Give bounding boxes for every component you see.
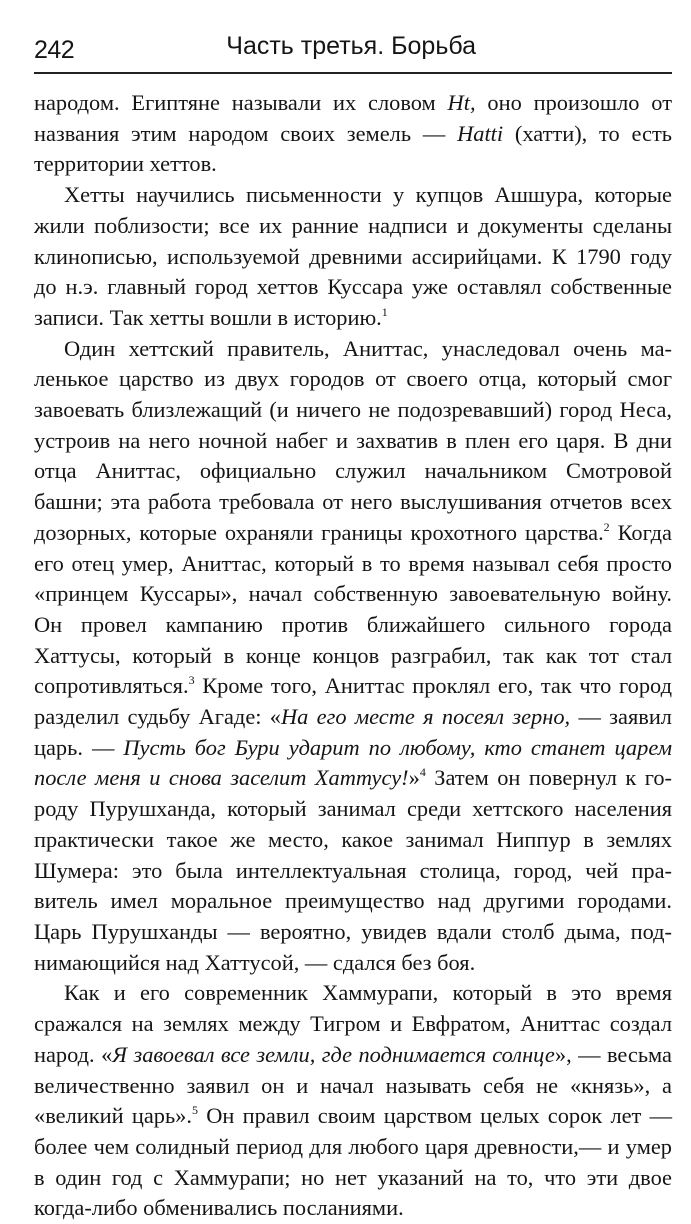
body-text xyxy=(34,88,672,1224)
footnote-ref[interactable]: 4 xyxy=(419,765,426,780)
footnote-ref[interactable]: 5 xyxy=(191,1103,198,1118)
text-span: народом. Египтяне называли их словом xyxy=(34,90,448,115)
text-span: Как и его современник Хаммурапи, который в это время сражался на землях между Тигром и Евфратом, Аниттас создал народ. « xyxy=(34,980,672,1067)
text-span: (хатти), то есть территории хеттов. xyxy=(34,120,672,177)
paragraph-1 xyxy=(34,88,672,180)
quote-italic: На его месте я посеял зерно, xyxy=(281,704,571,730)
text-span: Когда его отец умер, Аниттас, который в то время называл себя просто «принцем Куссары», начал собственную завоевательную войну. Он провел кампанию против ближайшего сильного города Хаттусы, который в конце концов разграбил, так как тот стал сопротивляться. xyxy=(34,519,672,699)
page-header xyxy=(34,28,672,72)
italic-term: Ht, xyxy=(447,90,476,115)
text-span: » xyxy=(408,765,420,791)
footnote-ref[interactable]: 1 xyxy=(381,304,388,319)
running-head: Часть третья. Борьба xyxy=(226,32,476,60)
paragraph-4 xyxy=(34,978,672,1224)
header-rule xyxy=(34,72,672,74)
quote-italic: Я завоевал все земли, где поднимается солнце xyxy=(112,1041,555,1067)
text-span: », — весьма величественно заявил он и начал называть себя не «князь», а «великий царь». xyxy=(34,1041,672,1129)
paragraph-2 xyxy=(34,180,672,334)
text-span: оно произошло от названия этим народом своих земель — xyxy=(34,90,672,146)
italic-term: Hatti xyxy=(457,120,504,146)
quote-italic: Пусть бог Бури ударит по любому, кто станет царем после меня и снова заселит Хаттусу! xyxy=(34,734,672,791)
text-span: Кроме того, Аниттас проклял его, так что город разделил судьбу Агаде: « xyxy=(34,673,672,730)
footnote-ref[interactable]: 3 xyxy=(188,673,195,688)
footnote-ref[interactable]: 2 xyxy=(603,519,610,534)
text-span: Хетты научились письменности у купцов Ашшура, которые жили поблизости; все их ранние надписи и документы сделаны клинописью, используемой древними ассирийцами. К 1790 году до н.э. главный город хеттов Куссара уже оставлял собственные записи. Так хетты вошли в историю. xyxy=(34,182,672,330)
text-span: Затем он повернул к городу Пурушханда, который занимал среди хеттского населения практически такое же место, какое занимал Ниппур в землях Шумера: это была интеллектуальная столица, город, чей правитель имел моральное преимущество над другими городами. Царь Пурушханды — вероятно, увидев вдали столб дыма, поднимающийся над Хаттусой, — сдался без боя. xyxy=(34,765,672,975)
paragraph-3 xyxy=(34,334,672,979)
page-number: 242 xyxy=(34,36,75,64)
text-span: Он правил своим царством целых сорок лет — более чем солидный период для любого царя древности,— и умер в один год с Хаммурапи; но нет указаний на то, что эти двое когда-либо обменивались посланиями. xyxy=(34,1103,673,1221)
text-span: — заявил царь. — xyxy=(34,704,672,760)
text-span: Один хеттский правитель, Аниттас, унаследовал очень маленькое царство из двух городов от своего отца, который смог завоевать близлежащий (и ничего не подозревавший) город Неса, устроив на него ночной набег и захватив в плен его царя. В дни отца Аниттас, официально служил начальником Смотровой башни; эта работа требовала от него выслушивания отчетов всех дозорных, которые охраняли границы крохотного царства. xyxy=(34,335,672,545)
